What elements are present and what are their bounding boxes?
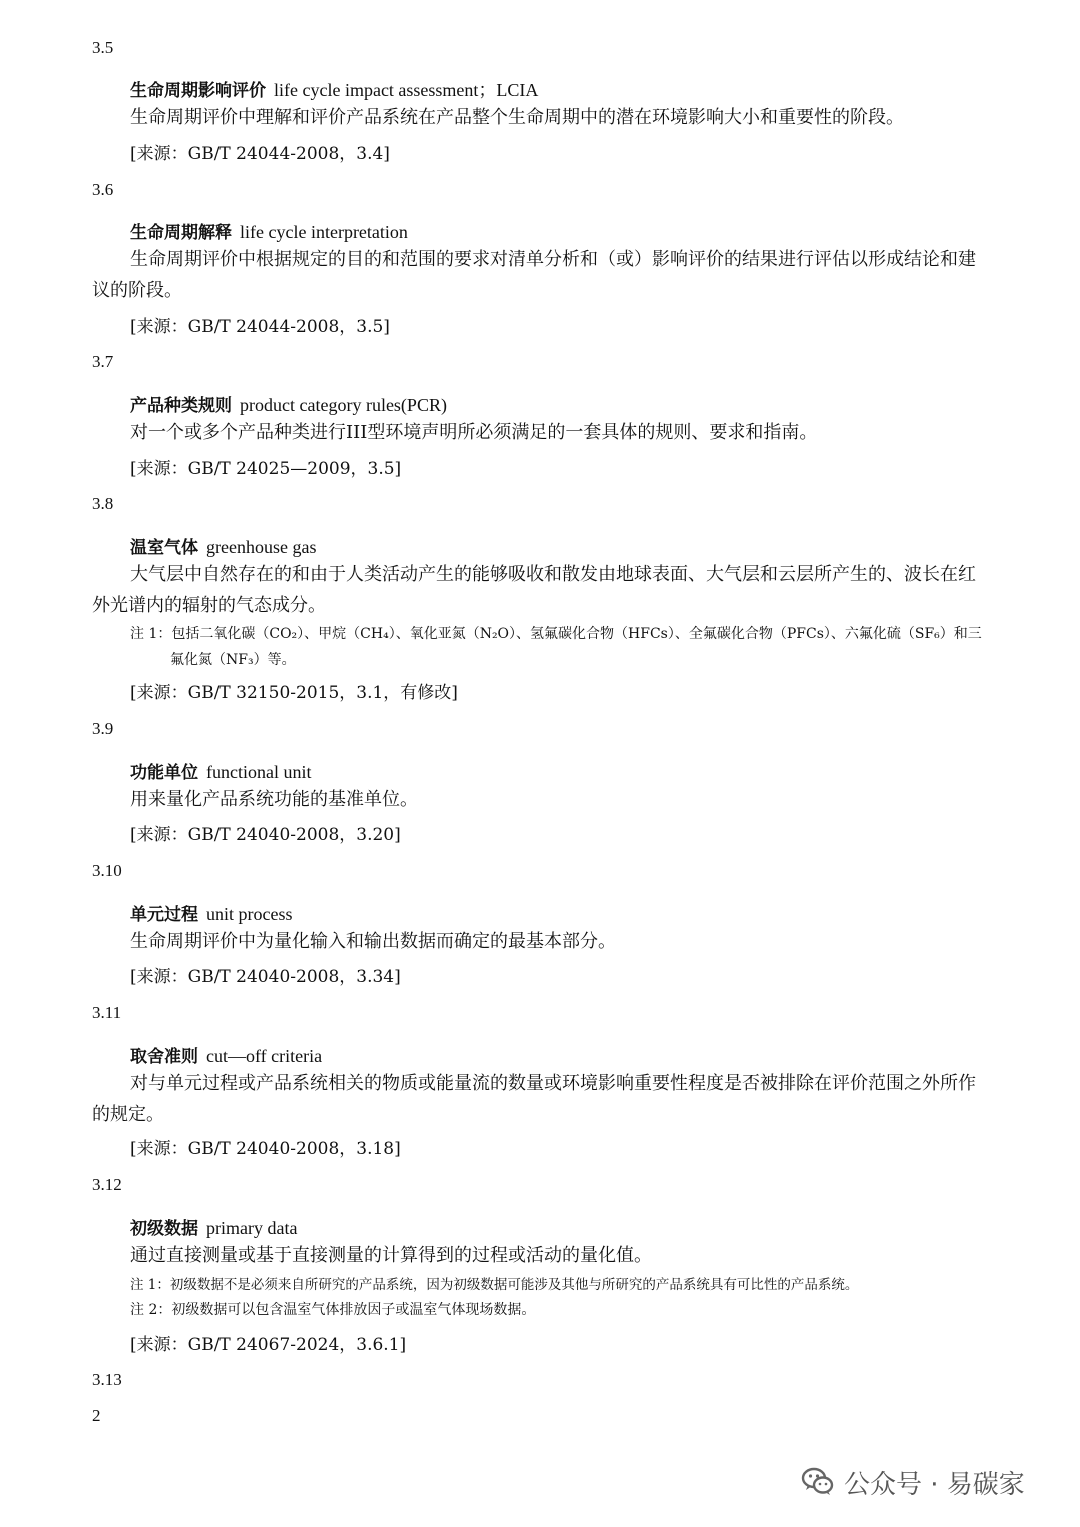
term-heading [130, 533, 316, 558]
term-heading [130, 76, 538, 102]
term-en: life cycle impact assessment；LCIA [274, 80, 539, 100]
term-definition: 生命周期评价中理解和评价产品系统在产品整个生命周期中的潜在环境影响大小和重要性的阶段。 [130, 107, 904, 128]
term-definition: 生命周期评价中为量化输入和输出数据而确定的最基本部分。 [130, 931, 616, 952]
term-source: [来源：GB/T 24067-2024，3.6.1] [130, 1335, 407, 1355]
term-definition: 通过直接测量或基于直接测量的计算得到的过程或活动的量化值。 [130, 1245, 652, 1266]
term-en: product category rules(PCR) [240, 395, 447, 415]
term-heading [130, 1214, 297, 1239]
term-zh: 生命周期解释 [130, 223, 232, 243]
term-heading [130, 1042, 322, 1067]
term-heading [130, 900, 292, 925]
term-note: 注 1：包括二氧化碳（CO₂）、甲烷（CH₄）、氧化亚氮（N₂O）、氢氟碳化合物（HFCs）、全氟碳化合物（PFCs）、六氟化硫（SF₆）和三氟化氮（NF₃）等。 [130, 626, 982, 668]
term-source: [来源：GB/T 24040-2008，3.18] [130, 1139, 401, 1159]
term-en: primary data [206, 1218, 298, 1238]
term-zh: 取舍准则 [130, 1047, 198, 1067]
term-note: 注 2：初级数据可以包含温室气体排放因子或温室气体现场数据。 [130, 1302, 536, 1318]
clause-number: 3.10 [92, 861, 122, 880]
clause-number: 3.11 [92, 1003, 122, 1022]
term-definition: 对一个或多个产品种类进行III型环境声明所必须满足的一套具体的规则、要求和指南。 [130, 422, 818, 443]
term-definition: 生命周期评价中根据规定的目的和范围的要求对清单分析和（或）影响评价的结果进行评估以形成结论和建议的阶段。 [92, 249, 976, 301]
term-heading [130, 218, 408, 243]
term-source: [来源：GB/T 24044-2008，3.4] [130, 144, 390, 164]
term-source: [来源：GB/T 24040-2008，3.34] [130, 967, 401, 987]
page-number: 2 [92, 1406, 101, 1425]
watermark-text: 公众号 · 易碳家 [844, 1469, 1025, 1500]
term-definition: 大气层中自然存在的和由于人类活动产生的能够吸收和散发由地球表面、大气层和云层所产生的、波长在红外光谱内的辐射的气态成分。 [92, 564, 976, 616]
watermark [800, 1462, 1025, 1502]
term-note: 注 1：初级数据不是必须来自所研究的产品系统，因为初级数据可能涉及其他与所研究的产品系统具有可比性的产品系统。 [130, 1277, 859, 1293]
term-en: functional unit [206, 762, 312, 782]
term-zh: 功能单位 [130, 763, 198, 783]
term-definition: 对与单元过程或产品系统相关的物质或能量流的数量或环境影响重要性程度是否被排除在评价范围之外所作的规定。 [92, 1073, 976, 1125]
term-en: unit process [206, 904, 293, 924]
term-zh: 生命周期影响评价 [130, 81, 266, 101]
term-zh: 初级数据 [130, 1219, 198, 1239]
term-heading [130, 391, 447, 416]
term-definition: 用来量化产品系统功能的基准单位。 [130, 789, 418, 810]
term-en: life cycle interpretation [240, 222, 408, 242]
term-heading [130, 758, 311, 783]
clause-number: 3.5 [92, 38, 114, 57]
term-source: [来源：GB/T 32150-2015，3.1，有修改] [130, 683, 458, 703]
clause-number: 3.8 [92, 494, 114, 513]
term-source: [来源：GB/T 24040-2008，3.20] [130, 825, 401, 845]
term-zh: 温室气体 [130, 538, 198, 558]
term-zh: 产品种类规则 [130, 396, 232, 416]
clause-number: 3.13 [92, 1370, 122, 1389]
term-zh: 单元过程 [130, 905, 198, 925]
term-en: greenhouse gas [206, 537, 317, 557]
wechat-icon [800, 1464, 836, 1500]
clause-number: 3.7 [92, 352, 114, 371]
clause-number: 3.9 [92, 719, 114, 738]
clause-number: 3.6 [92, 180, 114, 199]
clause-number: 3.12 [92, 1175, 122, 1194]
term-source: [来源：GB/T 24044-2008，3.5] [130, 317, 390, 337]
term-en: cut—off criteria [206, 1046, 323, 1066]
term-source: [来源：GB/T 24025—2009，3.5] [130, 459, 402, 479]
